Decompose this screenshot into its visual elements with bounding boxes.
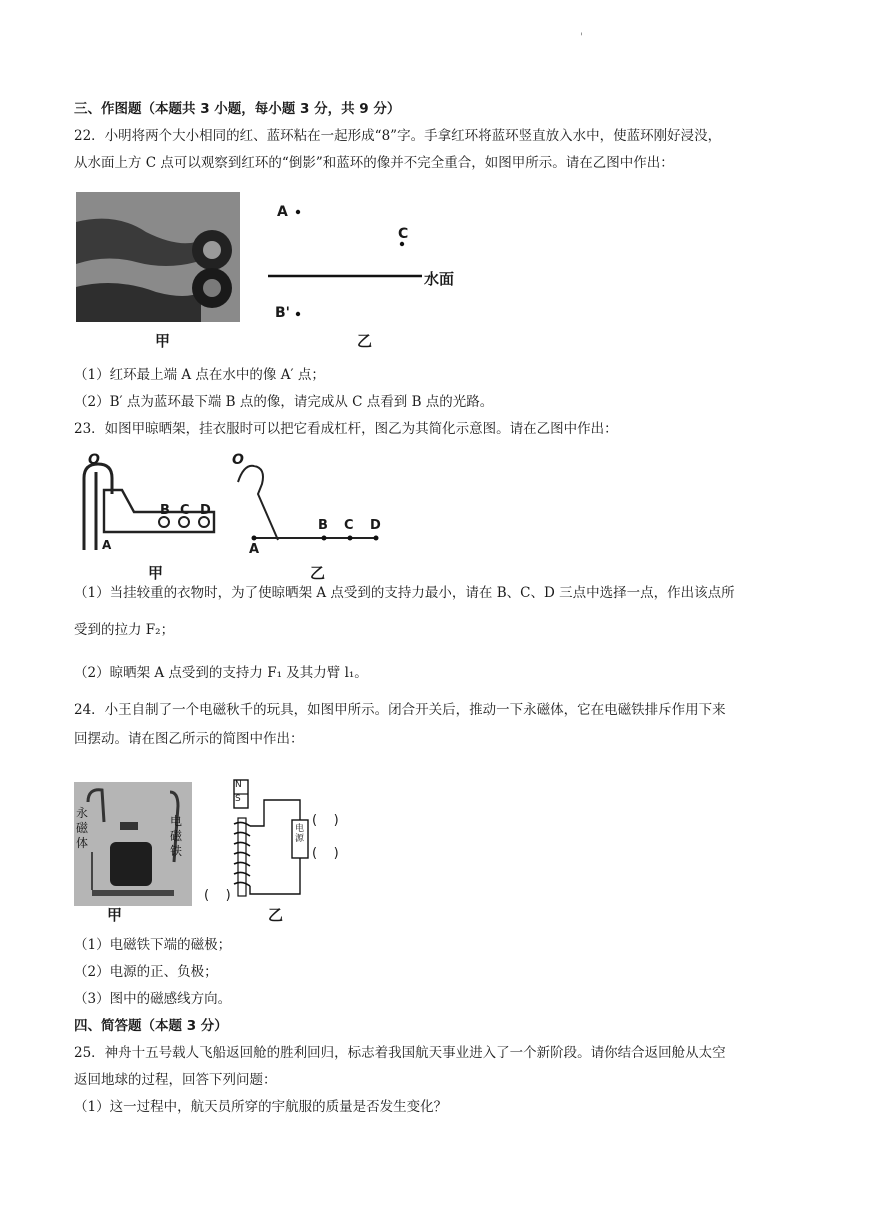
q22-line-2: 从水面上方 C 点可以观察到红环的“倒影”和蓝环的像并不完全重合，如图甲所示。请在乙图中作出： — [74, 155, 674, 171]
q23-right-label-a: A — [249, 542, 260, 557]
q22-line-1: 22．小明将两个大小相同的红、蓝环粘在一起形成“8”字。手拿红环将蓝环竖直放入水中，使蓝环刚好浸没， — [74, 128, 722, 144]
q22-point-b-prime — [296, 312, 300, 316]
section-4-title: 四、简答题（本题 3 分） — [74, 1018, 228, 1034]
q24-paren-power-bottom: ( ) — [312, 846, 339, 861]
q22-label-b-prime: B' — [275, 305, 290, 321]
q24-magnet-n: N — [235, 780, 242, 790]
q22-caption-left: 甲 — [155, 332, 171, 350]
q23-right-label-b: B — [318, 518, 328, 533]
q24-line-2: 回摆动。请在图乙所示的简图中作出： — [74, 731, 304, 747]
q24-magnet-s: S — [235, 794, 241, 804]
q23-diagrams — [74, 450, 404, 580]
q24-paren-power-top: ( ) — [312, 813, 339, 828]
q24-paren-coil-bottom: ( ) — [204, 888, 231, 903]
q25-line-1: 25．神舟十五号载人飞船返回舱的胜利回归，标志着我国航天事业进入了一个新阶段。请你结合返回舱从太空 — [74, 1045, 726, 1061]
q23-caption-left: 甲 — [148, 564, 164, 582]
q22-point-a — [296, 210, 300, 214]
q24-photo-label-right: 电磁铁 — [170, 814, 183, 858]
q24-coil — [234, 822, 250, 886]
q23-figure-right — [238, 466, 379, 541]
header-mark: ' — [580, 32, 583, 43]
q22-label-water: 水面 — [424, 270, 455, 288]
q23-sub-2: （2）晾晒架 A 点受到的支持力 F₁ 及其力臂 l₁。 — [74, 665, 368, 681]
q24-caption-right: 乙 — [268, 906, 284, 924]
q23-left-label-d: D — [200, 503, 211, 518]
q24-line-1: 24．小王自制了一个电磁秋千的玩具，如图甲所示。闭合开关后，推动一下永磁体，它在电磁铁排斥作用下来 — [74, 702, 726, 718]
q25-line-2: 返回地球的过程，回答下列问题： — [74, 1072, 277, 1088]
q23-left-label-b: B — [160, 503, 170, 518]
q22-label-c: C — [398, 226, 409, 242]
q22-caption-right: 乙 — [357, 332, 373, 350]
q22-sub-1: （1）红环最上端 A 点在水中的像 A′ 点； — [74, 367, 325, 383]
q22-label-a: A — [277, 204, 288, 220]
q23-left-label-c: C — [180, 503, 190, 518]
q23-sub-1-line-2: 受到的拉力 F₂； — [74, 622, 175, 638]
q24-sub-1: （1）电磁铁下端的磁极； — [74, 937, 232, 953]
q23-left-label-a: A — [102, 538, 112, 552]
q23-right-label-c: C — [344, 518, 354, 533]
q22-sub-2: （2）B′ 点为蓝环最下端 B 点的像，请完成从 C 点看到 B 点的光路。 — [74, 394, 494, 410]
q23-caption-right: 乙 — [310, 564, 326, 582]
section-3-title: 三、作图题（本题共 3 小题，每小题 3 分，共 9 分） — [74, 101, 401, 117]
q24-electromagnet-core — [238, 818, 246, 896]
q22-point-c — [400, 242, 404, 246]
q22-photo-rings — [76, 192, 240, 322]
q24-sub-2: （2）电源的正、负极； — [74, 964, 218, 980]
q23-right-label-d: D — [370, 518, 381, 533]
q24-caption-left: 甲 — [107, 906, 123, 924]
q23-right-label-o: O — [232, 452, 244, 468]
q23-left-label-o: O — [88, 452, 100, 468]
q24-power-label: 电源 — [295, 824, 305, 844]
q23-sub-1-line-1: （1）当挂较重的衣物时，为了使晾晒架 A 点受到的支持力最小，请在 B、C、D 三点中选择一点，作出该点所 — [74, 585, 735, 601]
q23-line-1: 23．如图甲晾晒架，挂衣服时可以把它看成杠杆，图乙为其简化示意图。请在乙图中作出： — [74, 421, 618, 437]
q24-photo-label-left: 永磁体 — [76, 806, 89, 850]
q24-sub-3: （3）图中的磁感线方向。 — [74, 991, 232, 1007]
q25-sub-1: （1）这一过程中，航天员所穿的宇航服的质量是否发生变化？ — [74, 1099, 448, 1115]
